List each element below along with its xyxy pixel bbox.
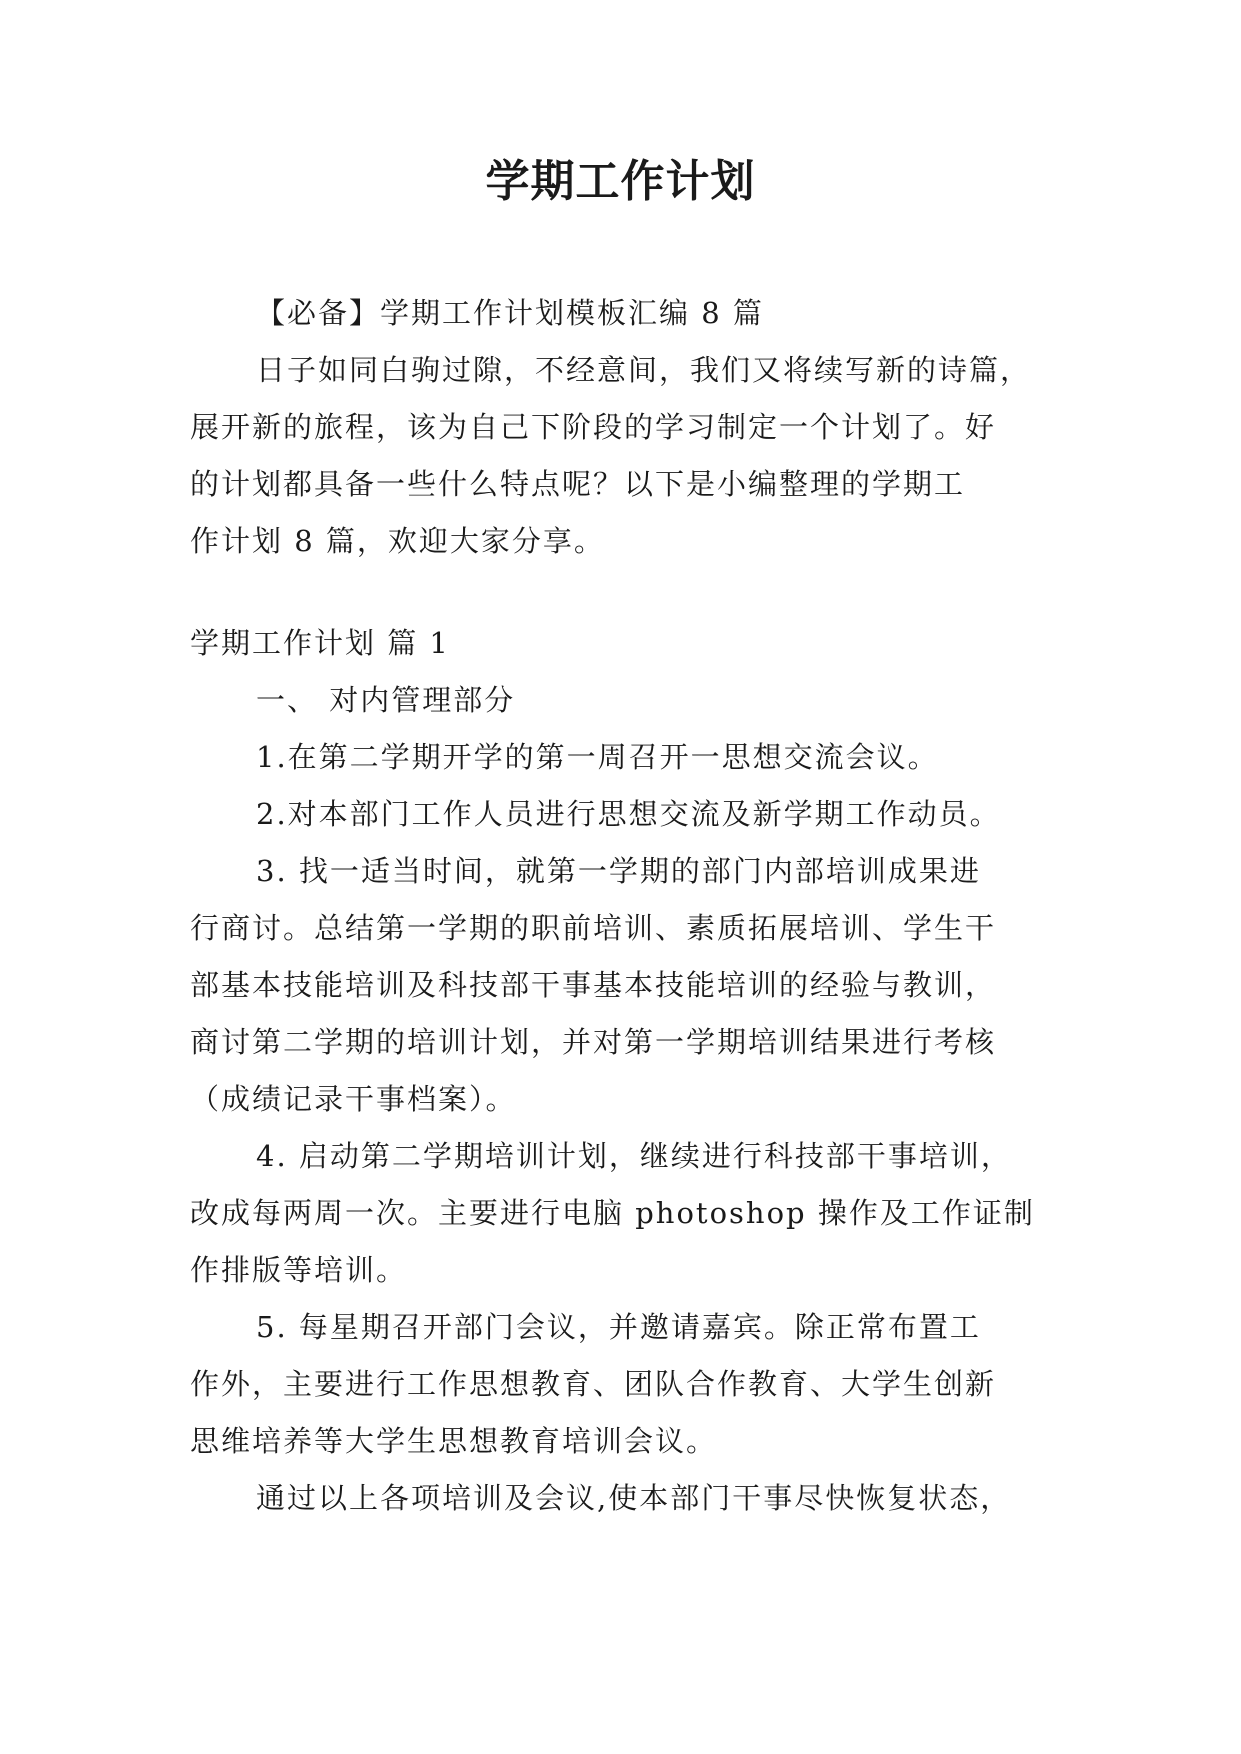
document-body (190, 285, 1060, 1527)
text-line: 展开新的旅程，该为自己下阶段的学习制定一个计划了。好 (190, 410, 997, 444)
text-line: 商讨第二学期的培训计划，并对第一学期培训结果进行考核 (190, 1025, 997, 1059)
text-line: 2.对本部门工作人员进行思想交流及新学期工作动员。 (256, 797, 1001, 831)
text-line: 作计划 8 篇，欢迎大家分享。 (190, 524, 605, 558)
text-line: 学期工作计划 篇 1 (190, 626, 450, 660)
text-line: 的计划都具备一些什么特点呢？以下是小编整理的学期工 (190, 467, 966, 501)
text-line: 部基本技能培训及科技部干事基本技能培训的经验与教训， (190, 968, 997, 1002)
text-line: 日子如同白驹过隙，不经意间，我们又将续写新的诗篇， (256, 353, 1032, 387)
text-line: 【必备】学期工作计划模板汇编 8 篇 (256, 296, 764, 330)
text-line: 3. 找一适当时间，就第一学期的部门内部培训成果进 (256, 854, 981, 888)
document-title: 学期工作计划 (485, 156, 756, 207)
text-line: 思维培养等大学生思想教育培训会议。 (190, 1424, 718, 1458)
text-line: （成绩记录干事档案）。 (190, 1082, 517, 1116)
text-line: 1.在第二学期开学的第一周召开一思想交流会议。 (256, 740, 939, 774)
text-line: 通过以上各项培训及会议,使本部门干事尽快恢复状态， (256, 1481, 1012, 1515)
text-line: 作排版等培训。 (190, 1253, 408, 1287)
text-line: 5. 每星期召开部门会议，并邀请嘉宾。除正常布置工 (256, 1310, 981, 1344)
text-line: 一、 对内管理部分 (256, 683, 516, 717)
text-line: 作外，主要进行工作思想教育、团队合作教育、大学生创新 (190, 1367, 997, 1401)
text-line: 行商讨。总结第一学期的职前培训、素质拓展培训、学生干 (190, 911, 997, 945)
text-line: 4. 启动第二学期培训计划，继续进行科技部干事培训， (256, 1139, 1012, 1173)
text-line: 改成每两周一次。主要进行电脑 photoshop 操作及工作证制 (190, 1196, 1035, 1230)
